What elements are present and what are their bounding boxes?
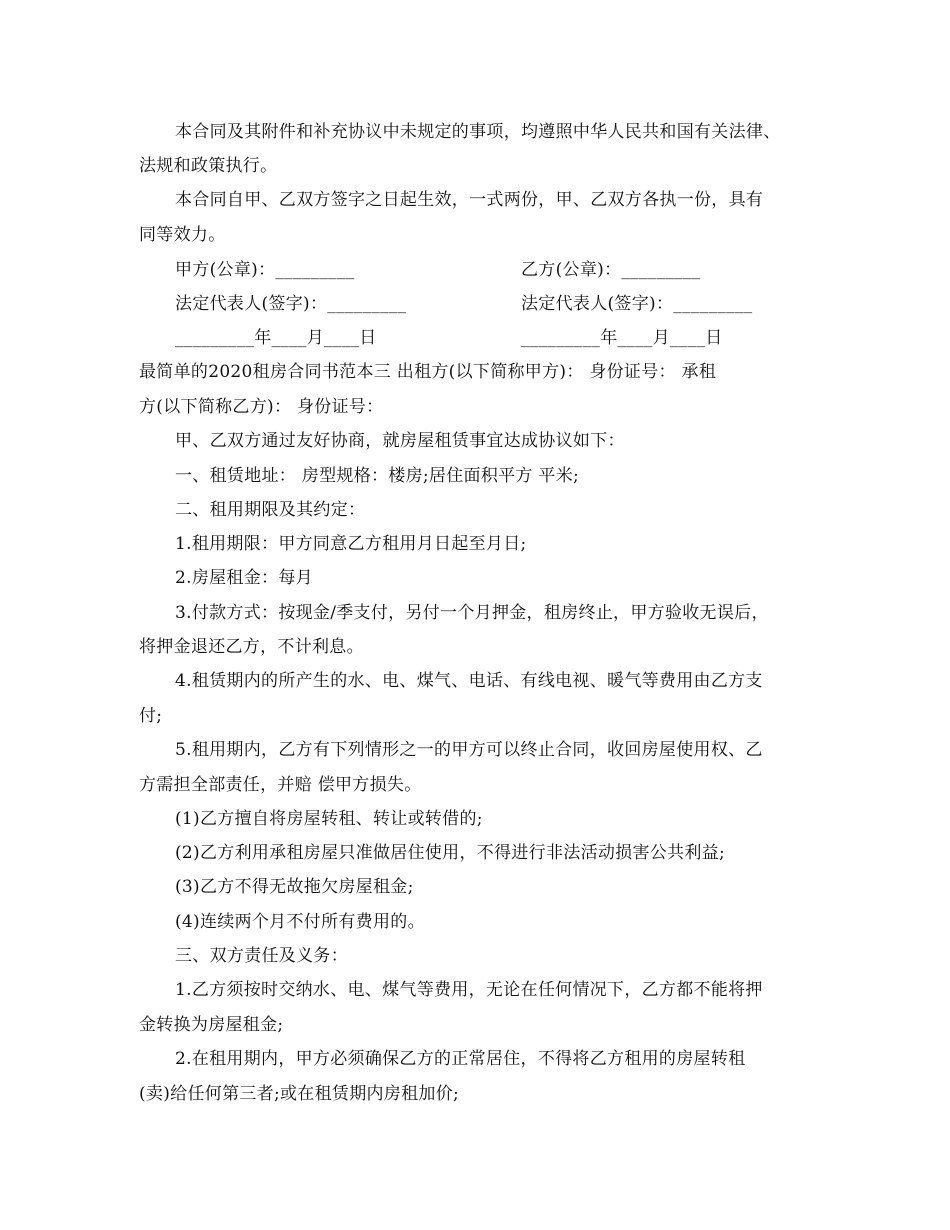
clause-text: 4.租赁期内的所产生的水、电、煤气、电话、有线电视、暖气等费用由乙方支	[175, 671, 763, 691]
clause-item: (3)乙方不得无故拖欠房屋租金;	[175, 877, 414, 897]
clause-text: 方需担全部责任，并赔 偿甲方损失。	[139, 775, 422, 795]
clause-text: 1.乙方须按时交纳水、电、煤气等费用，无论在任何情况下，乙方都不能将押	[175, 980, 763, 1000]
party-a-seal: 甲方(公章)：_________	[175, 260, 355, 280]
clause-text: 一、租赁地址： 房型规格：楼房;居住面积平方 平米;	[175, 466, 580, 486]
section-title: 最简单的2020租房合同书范本三 出租方(以下简称甲方)： 身份证号： 承租	[139, 362, 717, 382]
clause-text: 1.租用期限：甲方同意乙方租用月日起至月日;	[175, 534, 527, 554]
clause-heading: 二、租用期限及其约定：	[175, 500, 366, 520]
clause-text: 方(以下简称乙方)： 身份证号：	[139, 397, 384, 417]
clause-text: 甲、乙双方通过友好协商，就房屋租赁事宜达成协议如下：	[175, 431, 625, 451]
party-b-representative: 法定代表人(签字)：_________	[521, 294, 753, 314]
party-a-representative: 法定代表人(签字)：_________	[175, 294, 407, 314]
clause-heading: 三、双方责任及义务：	[175, 946, 348, 966]
party-a-date: _________年____月____日	[175, 328, 377, 348]
clause-text: (卖)给任何第三者;或在租赁期内房租加价;	[139, 1084, 460, 1104]
clause-text: 将押金退还乙方，不计利息。	[139, 637, 364, 657]
clause-text: 金转换为房屋租金;	[139, 1015, 284, 1035]
clause-text: 3.付款方式：按现金/季支付，另付一个月押金，租房终止，甲方验收无误后，	[175, 603, 769, 623]
clause-text: 本合同自甲、乙双方签字之日起生效，一式两份，甲、乙双方各执一份，具有	[175, 190, 764, 210]
party-b-date: _________年____月____日	[521, 328, 723, 348]
clause-item: (4)连续两个月不付所有费用的。	[175, 912, 425, 932]
clause-text: 同等效力。	[139, 225, 226, 245]
clause-text: 付;	[139, 706, 163, 726]
clause-text: 2.在租用期内，甲方必须确保乙方的正常居住，不得将乙方租用的房屋转租	[175, 1049, 746, 1069]
clause-text: 5.租用期内，乙方有下列情形之一的甲方可以终止合同，收回房屋使用权、乙	[175, 740, 763, 760]
party-b-seal: 乙方(公章)：_________	[521, 260, 701, 280]
clause-text: 本合同及其附件和补充协议中未规定的事项，均遵照中华人民共和国有关法律、	[175, 122, 781, 142]
clause-item: (1)乙方擅自将房屋转租、转让或转借的;	[175, 809, 483, 829]
clause-text: 2.房屋租金：每月	[175, 568, 313, 588]
clause-text: 法规和政策执行。	[139, 156, 278, 176]
clause-item: (2)乙方利用承租房屋只准做居住使用，不得进行非法活动损害公共利益;	[175, 843, 726, 863]
